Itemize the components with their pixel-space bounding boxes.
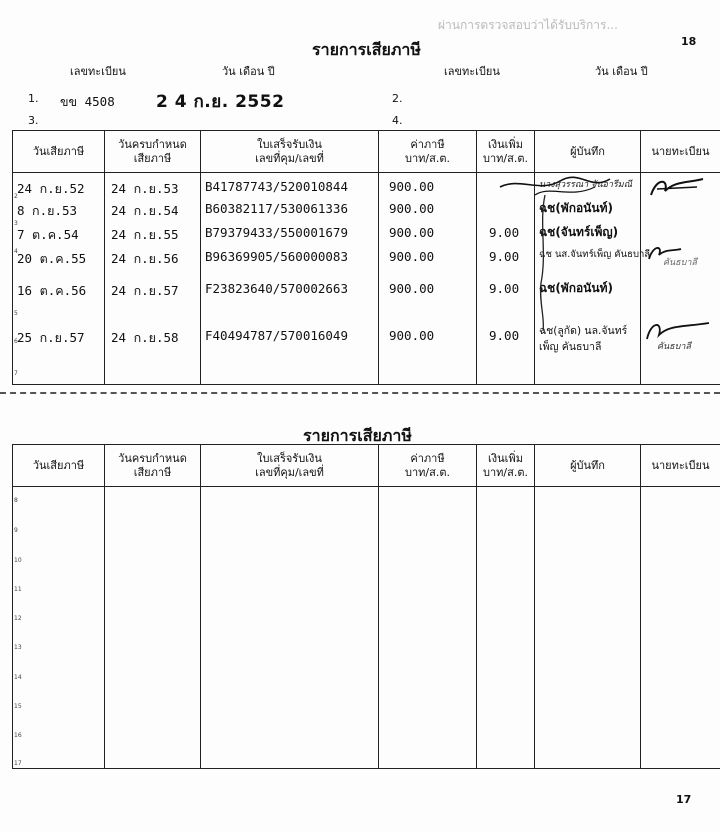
table-header-row [13, 445, 720, 487]
due-date-1: 24 ก.ย.53 [111, 181, 179, 196]
row-number: 14 [14, 674, 22, 681]
col-header-fine: เงินเพิ่ม บาท/ส.ต. [477, 131, 535, 173]
page-number-bottom: 17 [676, 793, 692, 806]
table-body-row [13, 487, 720, 769]
perforation-line [0, 392, 720, 394]
col-paid-date [13, 173, 105, 385]
row-number: 10 [14, 557, 22, 564]
recorder-1: นางสุวรรณา จันอารีมณี [539, 180, 633, 190]
row-number: 11 [14, 586, 22, 593]
receipt-3: B79379433/550001679 [205, 225, 348, 240]
recorder-5: ฉช(พักอนันท์) [539, 281, 613, 295]
recorder-3: ฉช(จันทร์เพ็ญ) [539, 225, 619, 239]
empty-cell [201, 487, 379, 769]
col-header-receipt: ใบเสร็จรับเงิน เลขที่คุม/เลขที่ [201, 131, 379, 173]
registrar-note-1: คันธบาลี [663, 258, 697, 268]
row-number: 16 [14, 732, 22, 739]
registrar-signature-1 [647, 175, 707, 201]
fine-6: 9.00 [489, 328, 520, 343]
col-header-registrar: นายทะเบียน [641, 445, 720, 487]
col-header-paid-date: วันเสียภาษี [13, 131, 105, 173]
bottom-title: รายการเสียภาษี [303, 426, 412, 445]
due-date-3: 24 ก.ย.55 [111, 227, 179, 242]
entry-1-number: 1. [28, 92, 39, 105]
reg-label-left: เลขทะเบียน [70, 65, 126, 78]
row-number: 9 [14, 527, 18, 534]
empty-cell [13, 487, 105, 769]
tax-record-table-bottom [12, 444, 720, 769]
col-header-due-date: วันครบกำหนด เสียภาษี [105, 131, 201, 173]
registrar-note-2: คันธบาลี [657, 342, 691, 352]
col-header-fine: เงินเพิ่ม บาท/ส.ต. [477, 445, 535, 487]
row-number: 12 [14, 615, 22, 622]
tax-2: 900.00 [389, 201, 435, 216]
empty-cell [477, 487, 535, 769]
col-header-paid-date: วันเสียภาษี [13, 445, 105, 487]
signature-scribble [440, 173, 633, 213]
fine-5: 9.00 [489, 281, 520, 296]
bracket-mark [537, 193, 549, 333]
row-number: 5 [14, 310, 18, 317]
recorder-4: ฉช นส.จันทร์เพ็ญ คันธบาลี [539, 249, 651, 260]
due-date-4: 24 ก.ย.56 [111, 251, 179, 266]
fine-3: 9.00 [489, 225, 520, 240]
empty-cell [379, 487, 477, 769]
empty-cell [641, 487, 720, 769]
tax-4: 900.00 [389, 249, 435, 264]
col-header-tax: ค่าภาษี บาท/ส.ต. [379, 131, 477, 173]
col-header-due-date: วันครบกำหนด เสียภาษี [105, 445, 201, 487]
page-title: รายการเสียภาษี [312, 40, 421, 59]
row-number: 4 [14, 248, 18, 255]
table-body-row [13, 173, 720, 385]
paid-date-2: 8 ก.ย.53 [17, 203, 78, 218]
paid-date-6: 25 ก.ย.57 [17, 330, 85, 345]
col-header-tax: ค่าภาษี บาท/ส.ต. [379, 445, 477, 487]
receipt-2: B60382117/530061336 [205, 201, 348, 216]
due-date-2: 24 ก.ย.54 [111, 203, 179, 218]
row-number: 7 [14, 370, 18, 377]
tax-6: 900.00 [389, 328, 435, 343]
fine-4: 9.00 [489, 249, 520, 264]
row-number: 17 [14, 760, 22, 767]
receipt-6: F40494787/570016049 [205, 328, 348, 343]
receipt-5: F23823640/570002663 [205, 281, 348, 296]
entry-1-registration: ขข 4508 [60, 94, 115, 109]
paid-date-4: 20 ต.ค.55 [17, 251, 87, 266]
row-number: 13 [14, 644, 22, 651]
date-label-left: วัน เดือน ปี [222, 65, 275, 78]
row-number: 8 [14, 497, 18, 504]
col-header-recorder: ผู้บันทึก [535, 445, 641, 487]
due-date-6: 24 ก.ย.58 [111, 330, 179, 345]
entry-3-number: 3. [28, 114, 39, 127]
reg-label-right: เลขทะเบียน [444, 65, 500, 78]
col-header-receipt: ใบเสร็จรับเงิน เลขที่คุม/เลขที่ [201, 445, 379, 487]
table-header-row [13, 131, 720, 173]
paid-date-3: 7 ต.ค.54 [17, 227, 79, 242]
col-header-recorder: ผู้บันทึก [535, 131, 641, 173]
empty-cell [535, 487, 641, 769]
recorder-2: ฉช(พักอนันท์) [539, 201, 613, 215]
faded-stamp-text: ผ่านการตรวจสอบว่าได้รับบริการ... [438, 18, 618, 32]
row-number: 2 [14, 193, 18, 200]
col-recorder [535, 173, 651, 385]
page-number-top: 18 [681, 35, 697, 48]
tax-5: 900.00 [389, 281, 435, 296]
entry-1-date: 2 4 ก.ย. 2552 [156, 92, 285, 112]
tax-record-table-top [12, 130, 720, 385]
row-number: 6 [14, 338, 18, 345]
date-label-right: วัน เดือน ปี [595, 65, 648, 78]
empty-cell [105, 487, 201, 769]
recorder-6: ฉช(ลูกัด) นล.จันทร์เพ็ญ คันธบาลี [539, 325, 628, 353]
receipt-1: B41787743/520010844 [205, 179, 348, 194]
paid-date-5: 16 ต.ค.56 [17, 283, 87, 298]
tax-1: 900.00 [389, 179, 435, 194]
paid-date-1: 24 ก.ย.52 [17, 181, 85, 196]
tax-3: 900.00 [389, 225, 435, 240]
col-registrar [641, 173, 720, 385]
col-due-date [105, 173, 201, 385]
row-number: 3 [14, 220, 18, 227]
col-receipt [201, 173, 379, 385]
receipt-4: B96369905/560000083 [205, 249, 348, 264]
entry-2-number: 2. [392, 92, 403, 105]
row-number: 15 [14, 703, 22, 710]
due-date-5: 24 ก.ย.57 [111, 283, 179, 298]
col-header-registrar: นายทะเบียน [641, 131, 720, 173]
entry-4-number: 4. [392, 114, 403, 127]
